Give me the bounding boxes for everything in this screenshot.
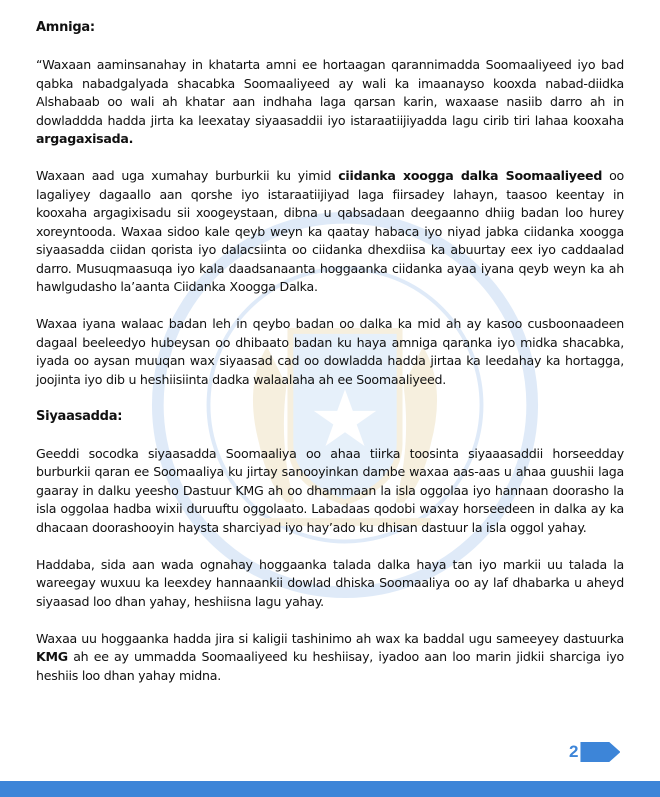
paragraph-text: Haddaba, sida aan wada ognahay hoggaanka talada dalka haya tan iyo markii uu talada la wareegay wuxuu ka leexdey hannaankii dowlad dhiska Soomaaliya oo ay laf dhabarka u aheyd siyaasad loo dhan yahay, heshiisna lagu yahay. <box>36 556 624 609</box>
paragraph-text: ah ee ay ummadda Soomaaliyeed ku heshiisay, iyadoo aan loo marin jidkii sharciga iyo heshiis loo dhan yahay midna. <box>36 649 624 683</box>
section-heading-security: Amniga: <box>36 20 95 35</box>
arrow-right-icon <box>580 742 620 762</box>
paragraph-bold-text: ciidanka xoogga dalka Soomaaliyeed <box>338 168 603 183</box>
paragraph-text: Waxaan aad uga xumahay burburkii ku yimid <box>36 168 339 183</box>
paragraph <box>36 56 624 149</box>
paragraph-text: Waxaa uu hoggaanka hadda jira si kaligii tashinimo ah wax ka baddal ugu sameeyey dastuurka <box>36 630 624 646</box>
paragraph-text: Waxaa iyana walaac badan leh in qeybo badan oo dalka ka mid ah ay kasoo cusboonaadeen dagaal beeleedyo hubeysan oo dhibaato badan ku haya amniga qaranka iyo midka shacabka, iyada oo aysan muuqan wax siyaasad cad oo dowladda hadda jirtaa ka leedahay ka hortagga, joojinta iyo dib u heshiisiinta dadka walaalaha ah ee Soomaaliyeed. <box>36 316 624 387</box>
document-body <box>36 19 624 704</box>
paragraph-text: Geeddi socodka siyaasadda Soomaaliya oo ahaa tiirka toosinta siyaaasaddii horseedday burburkii qaran ee Soomaaliya ku jirtay sanooyinkan dambe waxaa aas-aas u ahaa guushii laga gaaray in dalku yeesho Dastuur KMG ah oo dhammaan la isla oggolaa iyo hannaan doorasho la isla oggolaa hadba wixii duruuftu oggolaato. Labadaas qodobi waxay horseedeen in dalka ay ka dhacaan doorashooyin haysta sharciyad iyo hay’ado ku dhisan dastuur la isla oggol yahay. <box>36 445 624 535</box>
paragraph <box>36 630 624 686</box>
page-number: 2 <box>569 742 579 761</box>
paragraph-text: “Waxaan aaminsanahay in khatarta amni ee hortaagan qarannimadda Soomaaliyeed iyo bad qabka nabadgalyada shacabka Soomaaliyeed ay wali ka imaanayso kooxda nabad-diidka Alshabaab oo wali ah khatar aan indhaha laga qarsan karin, waxaase nasiib darro ah in dowladdda hadda jirta ka leexatay siyaasaddii iyo istaraatiijiyadda lagu cirib tiri lahaa kooxaha <box>36 57 624 128</box>
page-number-marker <box>569 742 620 762</box>
footer-bar <box>0 781 660 797</box>
paragraph <box>36 315 624 389</box>
paragraph-bold-text: argagaxisada. <box>36 131 134 146</box>
paragraph <box>36 167 624 297</box>
paragraph-text: oo lagaliyey dagaallo aan qorshe iyo istaraatiijiyad laga fiirsadey lahayn, taasoo keentay in kooxaha argagixisadu sii xoogeystaan, dibna u qabsadaan deegaanno dhiig badan loo hurey xoreyntooda. Waxaa sidoo kale qeyb weyn ka qaatay habaca iyo niyad jabka ciidanka xoogga siyaasadda ciidan qorista iyo dalacsiinta oo ciidanka dhexdiisa ka abuurtay eex iyo caddaalad darro. Musuqmaasuqa iyo kala daadsanaanta hoggaanka ciidanka ayaa iyana qeyb weyn ka ah hawlgudasho la’aanta Ciidanka Xoogga Dalka. <box>36 168 624 294</box>
paragraph-bold-text: KMG <box>36 649 68 664</box>
paragraph <box>36 556 624 612</box>
paragraph <box>36 445 624 538</box>
section-heading-politics: Siyaasadda: <box>36 408 123 424</box>
